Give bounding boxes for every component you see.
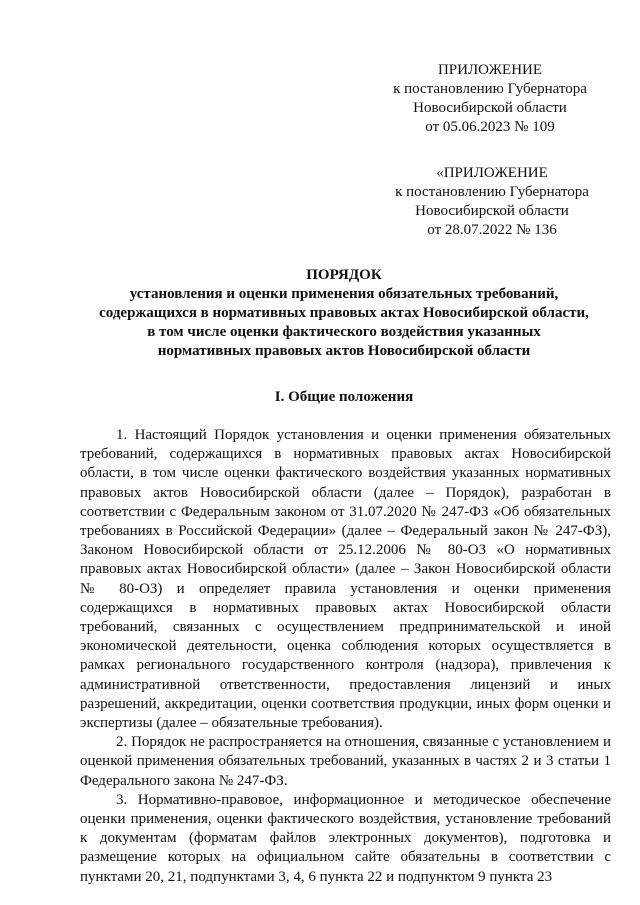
document-subtitle-line-3: в том числе оценки фактического воздействия указанных [147,324,541,340]
appendix-current-line-1: ПРИЛОЖЕНИЕ [437,62,543,78]
appendix-original-line-2: к постановлению Губернатора [395,184,589,200]
section-heading: I. Общие положения [274,389,414,405]
appendix-current-line-2: к постановлению Губернатора [393,81,587,97]
paragraph-3: 3. Нормативно-правовое, информационное и методическое обеспечение оценки применения, оценки фактического воздействия, установление требований к документам (форматам файлов электронных документов), подготовка и размещение которых на официальном сайте обязательны в соответствии с пунктами 20, 21, подпунктами 3, 4, 6 пункта 22 и подпунктом 9 пункта 23 [80,791,611,885]
document-title: ПОРЯДОК [306,267,382,283]
paragraph-1: 1. Настоящий Порядок установления и оценки применения обязательных требований, содержащихся в нормативных правовых актах Новосибирской области, в том числе оценки фактического воздействия указанных нормативных правовых актов Новосибирской области (далее – Порядок), разработан в соответствии с Федеральным законом от 31.07.2020 № 247-ФЗ «Об обязательных требованиях в Российской Федерации» (далее – Федеральный закон № 247-ФЗ), Законом Новосибирской области от 25.12.2006 № 80-ОЗ «О нормативных правовых актах Новосибирской области» (далее – Закон Новосибирской области № 80-ОЗ) и определяет правила установления и оценки применения содержащихся в нормативных правовых актах Новосибирской области требований, связанных с осуществлением предпринимательской и иной экономической деятельности, оценка соблюдения которых осуществляется в рамках регионального государственного контроля (надзора), привлечения к административной ответственности, предоставления лицензий и иных разрешений, аккредитации, оценки соответствия продукции, иных форм оценки и экспертизы (далее – обязательные требования). [80,427,611,732]
appendix-current-line-4: от 05.06.2023 № 109 [425,119,555,135]
document-subtitle-line-2: содержащихся в нормативных правовых актах Новосибирской области, [99,305,589,321]
appendix-original-header [377,164,607,240]
appendix-current-line-3: Новосибирской области [413,100,567,116]
paragraph-2: 2. Порядок не распространяется на отношения, связанные с установлением и оценкой применения обязательных требований, указанных в частях 2 и 3 статьи 1 Федерального закона № 247-ФЗ. [80,734,611,789]
appendix-original-line-1: «ПРИЛОЖЕНИЕ [436,165,548,181]
appendix-current-header [375,61,605,137]
appendix-original-line-4: от 28.07.2022 № 136 [427,222,557,238]
document-body [80,426,611,887]
document-title-block [80,266,608,361]
document-subtitle-line-1: установления и оценки применения обязательных требований, [129,286,559,302]
document-subtitle-line-4: нормативных правовых актов Новосибирской области [157,343,531,359]
appendix-original-line-3: Новосибирской области [415,203,569,219]
